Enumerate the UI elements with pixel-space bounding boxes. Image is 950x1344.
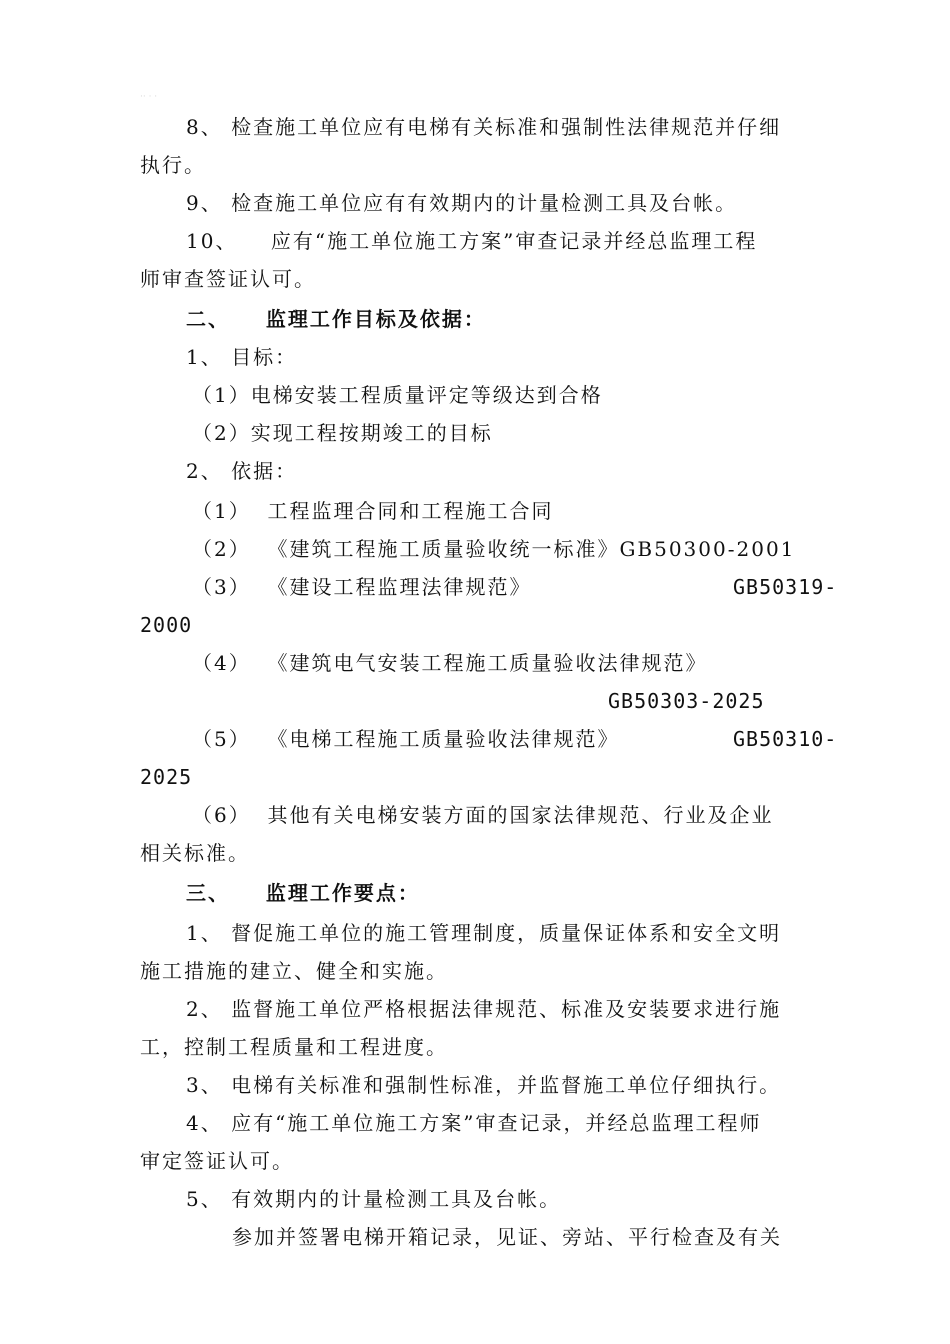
section-2-heading: 二、 监理工作目标及依据： <box>186 307 486 331</box>
basis-1: （1） 工程监理合同和工程施工合同 <box>192 499 554 523</box>
subheading-goal: 1、 目标： <box>186 345 298 369</box>
section-3-heading: 三、 监理工作要点： <box>186 881 420 905</box>
point-3: 3、 电梯有关标准和强制性标准，并监督施工单位仔细执行。 <box>186 1073 782 1097</box>
basis-5-code: GB50310- <box>733 727 838 751</box>
basis-6-line-2: 相关标准。 <box>140 841 250 865</box>
point-2-line-1: 2、 监督施工单位严格根据法律规范、标准及安装要求进行施 <box>186 997 782 1021</box>
basis-5: （5） 《电梯工程施工质量验收法律规范》 <box>192 727 620 751</box>
item-9: 9、 检查施工单位应有有效期内的计量检测工具及台帐。 <box>186 191 738 215</box>
goal-2: （2）实现工程按期竣工的目标 <box>192 421 493 445</box>
goal-1: （1）电梯安装工程质量评定等级达到合格 <box>192 383 603 407</box>
point-4-line-1: 4、 应有“施工单位施工方案”审查记录，并经总监理工程师 <box>186 1111 762 1135</box>
point-2-line-2: 工，控制工程质量和工程进度。 <box>140 1035 448 1059</box>
point-5: 5、 有效期内的计量检测工具及台帐。 <box>186 1187 562 1211</box>
point-6-line-1: 参加并签署电梯开箱记录，见证、旁站、平行检查及有关 <box>232 1225 782 1249</box>
point-1-line-1: 1、 督促施工单位的施工管理制度，质量保证体系和安全文明 <box>186 921 782 945</box>
subheading-basis: 2、 依据： <box>186 459 298 483</box>
basis-2: （2） 《建筑工程施工质量验收统一标准》GB50300-2001 <box>192 537 796 561</box>
basis-5-code-cont: 2025 <box>140 765 193 789</box>
basis-4-code: GB50303-2025 <box>608 689 765 713</box>
basis-3: （3） 《建设工程监理法律规范》 <box>192 575 532 599</box>
item-10-line-2: 师审查签证认可。 <box>140 267 316 291</box>
point-4-line-2: 审定签证认可。 <box>140 1149 294 1173</box>
item-8-line-1: 8、 检查施工单位应有电梯有关标准和强制性法律规范并仔细 <box>186 115 782 139</box>
point-1-line-2: 施工措施的建立、健全和实施。 <box>140 959 448 983</box>
basis-3-code: GB50319- <box>733 575 838 599</box>
item-10-line-1: 10、 应有“施工单位施工方案”审查记录并经总监理工程 <box>186 229 758 253</box>
basis-4: （4） 《建筑电气安装工程施工质量验收法律规范》 <box>192 651 708 675</box>
basis-6-line-1: （6） 其他有关电梯安装方面的国家法律规范、行业及企业 <box>192 803 774 827</box>
item-8-line-2: 执行。 <box>140 153 206 177</box>
faint-header-mark: ·· · · <box>140 92 158 102</box>
basis-3-code-cont: 2000 <box>140 613 193 637</box>
